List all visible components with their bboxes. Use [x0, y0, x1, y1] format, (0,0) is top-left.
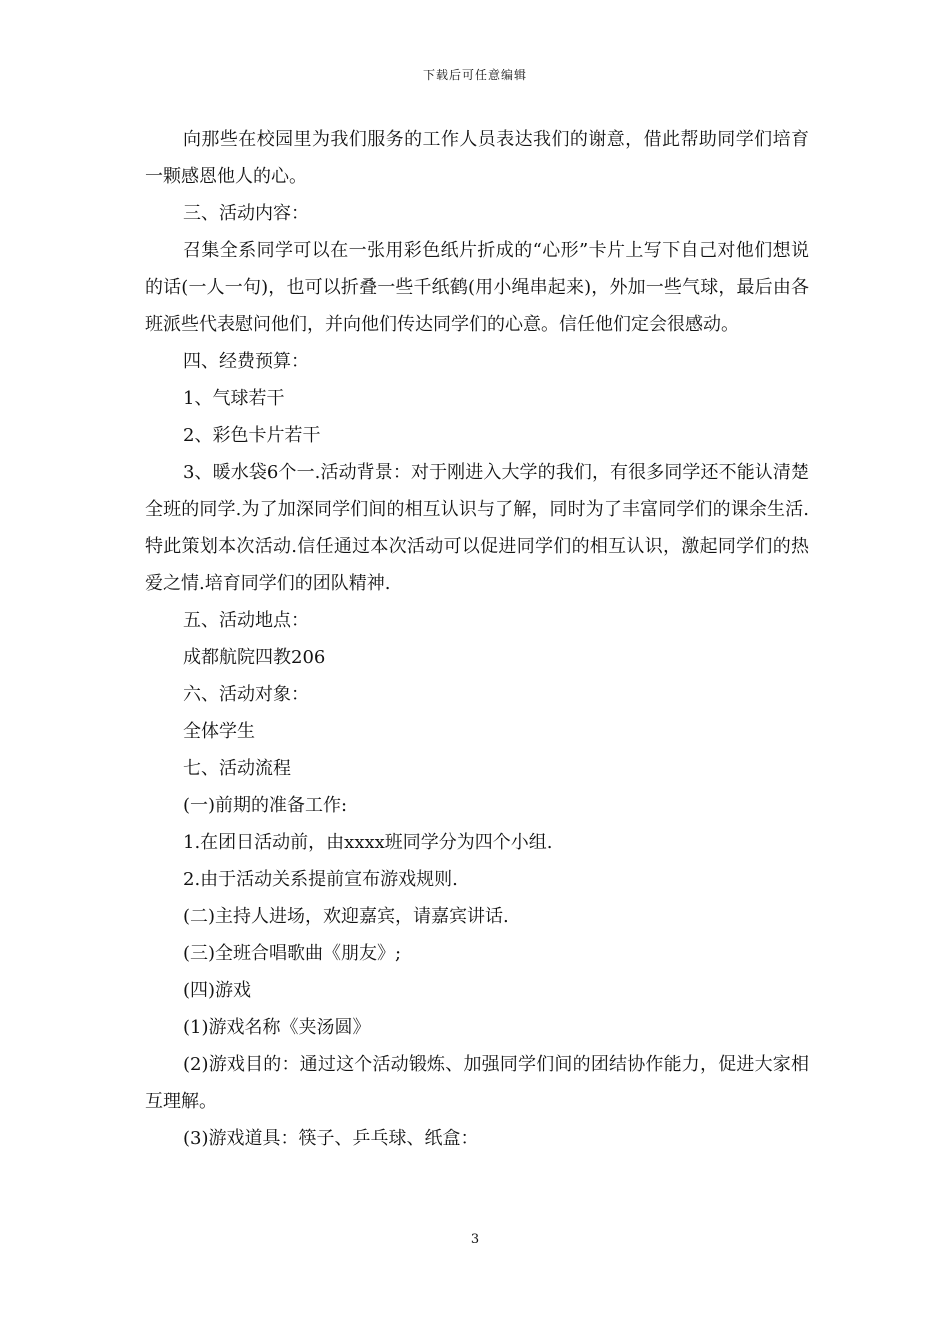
subsection-heading: (四)游戏	[183, 980, 252, 1001]
list-item: (2)游戏目的：通过这个活动锻炼、加强同学们间的团结协作能力，促进大家相互理解。	[145, 1054, 809, 1112]
list-item: 2.由于活动关系提前宣布游戏规则.	[183, 869, 458, 890]
section-heading: 六、活动对象：	[183, 684, 309, 705]
page-number: 3	[470, 1232, 480, 1247]
subsection-heading: (三)全班合唱歌曲《朋友》;	[183, 943, 402, 964]
paragraph: 向那些在校园里为我们服务的工作人员表达我们的谢意，借此帮助同学们培育一颗感恩他人的心。	[145, 129, 809, 187]
paragraph: 全体学生	[183, 721, 255, 742]
list-item: (1)游戏名称《夹汤圆》	[183, 1017, 371, 1038]
section-heading: 五、活动地点：	[183, 610, 309, 631]
list-item: 1.在团日活动前，由xxxx班同学分为四个小组.	[183, 832, 553, 853]
section-heading: 三、活动内容：	[183, 203, 309, 224]
paragraph: 成都航院四教206	[183, 647, 326, 668]
section-heading: 四、经费预算：	[183, 351, 309, 372]
section-heading: 七、活动流程	[183, 758, 291, 779]
list-item: 2、彩色卡片若干	[183, 425, 321, 446]
document-body	[145, 121, 809, 1157]
subsection-heading: (二)主持人进场，欢迎嘉宾，请嘉宾讲话.	[183, 906, 509, 927]
subsection-heading: (一)前期的准备工作:	[183, 795, 348, 816]
list-item: 1、气球若干	[183, 388, 285, 409]
paragraph: 3、暖水袋6个一.活动背景：对于刚进入大学的我们，有很多同学还不能认清楚全班的同学.为了加深同学们间的相互认识与了解，同时为了丰富同学们的课余生活.特此策划本次活动.信任通过本次活动可以促进同学们的相互认识，激起同学们的热爱之情.培育同学们的团队精神.	[145, 462, 809, 594]
paragraph: 召集全系同学可以在一张用彩色纸片折成的“心形”卡片上写下自己对他们想说的话(一人一句)，也可以折叠一些千纸鹤(用小绳串起来)，外加一些气球，最后由各班派些代表慰问他们，并向他们传达同学们的心意。信任他们定会很感动。	[145, 240, 809, 335]
list-item: (3)游戏道具：筷子、乒乓球、纸盒：	[183, 1128, 479, 1149]
page-header: 下载后可任意编辑	[422, 68, 527, 82]
